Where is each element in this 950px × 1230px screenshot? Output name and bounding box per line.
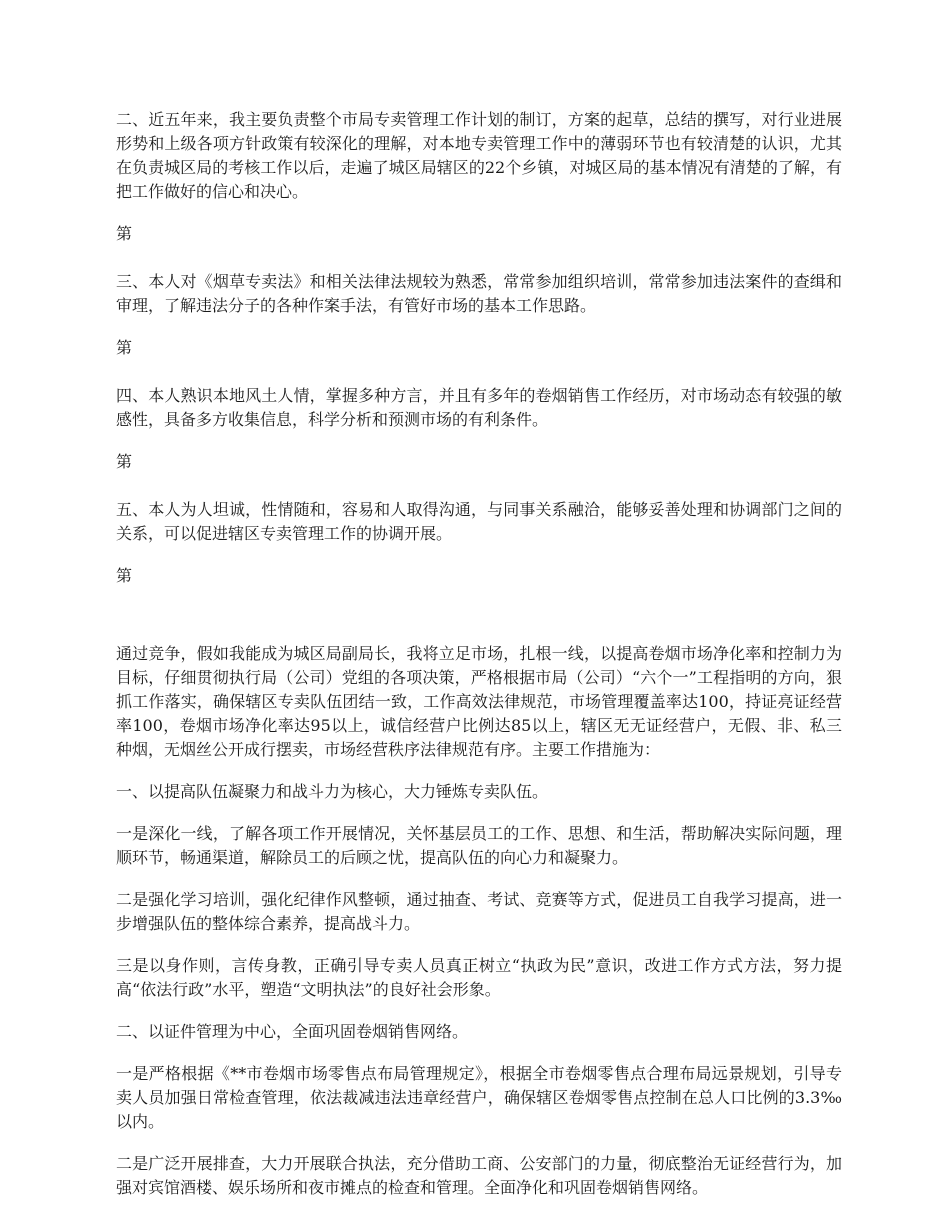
paragraph: 二、近五年来，我主要负责整个市局专卖管理工作计划的制订，方案的起草，总结的撰写，对行业进展形势和上级各项方针政策有较深化的理解，对本地专卖管理工作中的薄弱环节也有较清楚的认识，尤其在负责城区局的考核工作以后，走遍了城区局辖区的22个乡镇，对城区局的基本情况有清楚的了解，有把工作做好的信心和决心。 <box>116 110 842 201</box>
section-spacer <box>116 612 842 642</box>
paragraph: 一、以提高队伍凝聚力和战斗力为核心，大力锤炼专卖队伍。 <box>116 782 549 801</box>
paragraph: 二是广泛开展排查，大力开展联合执法，充分借助工商、公安部门的力量，彻底整治无证经营行为，加强对宾馆酒楼、娱乐场所和夜市摊点的检查和管理。全面净化和巩固卷烟销售网络。 <box>116 1154 842 1197</box>
paragraph: 一是严格根据《**市卷烟市场零售点布局管理规定》，根据全市卷烟零售点合理布局远景规划，引导专卖人员加强日常检查管理，依法裁减违法违章经营户，确保辖区卷烟零售点控制在总人口比例的3.3‰以内。 <box>116 1064 842 1131</box>
paragraph: 一是深化一线，了解各项工作开展情况，关怀基层员工的工作、思想、和生活，帮助解决实际问题，理顺环节，畅通渠道，解除员工的后顾之忧，提高队伍的向心力和凝聚力。 <box>116 824 842 867</box>
paragraph: 五、本人为人坦诚，性情随和，容易和人取得沟通，与同事关系融洽，能够妥善处理和协调部门之间的关系，可以促进辖区专卖管理工作的协调开展。 <box>116 500 842 543</box>
paragraph: 四、本人熟识本地风土人情，掌握多种方言，并且有多年的卷烟销售工作经历，对市场动态有较强的敏感性，具备多方收集信息，科学分析和预测市场的有利条件。 <box>116 386 842 429</box>
paragraph: 二、以证件管理为中心，全面巩固卷烟销售网络。 <box>116 1022 469 1041</box>
section-marker: 第 <box>116 338 133 357</box>
section-marker: 第 <box>116 224 133 243</box>
paragraph: 三、本人对《烟草专卖法》和相关法律法规较为熟悉，常常参加组织培训，常常参加违法案件的查缉和审理，了解违法分子的各种作案手法，有管好市场的基本工作思路。 <box>116 272 842 315</box>
section-marker: 第 <box>116 452 133 471</box>
paragraph: 二是强化学习培训，强化纪律作风整顿，通过抽查、考试、竞赛等方式，促进员工自我学习提高，进一步增强队伍的整体综合素养，提高战斗力。 <box>116 890 842 933</box>
section-marker: 第 <box>116 566 133 585</box>
paragraph: 三是以身作则，言传身教，正确引导专卖人员真正树立“执政为民”意识，改进工作方式方法，努力提高“依法行政”水平，塑造“文明执法”的良好社会形象。 <box>116 956 842 999</box>
document-body <box>116 108 842 1218</box>
paragraph: 通过竞争，假如我能成为城区局副局长，我将立足市场，扎根一线，以提高卷烟市场净化率和控制力为目标，仔细贯彻执行局（公司）党组的各项决策，严格根据市局（公司）“六个一”工程指明的方向，狠抓工作落实，确保辖区专卖队伍团结一致，工作高效法律规范，市场管理覆盖率达100，持证亮证经营率100，卷烟市场净化率达95以上，诚信经营户比例达85以上，辖区无无证经营户，无假、非、私三种烟，无烟丝公开成行摆卖，市场经营秩序法律规范有序。主要工作措施为： <box>116 644 842 759</box>
